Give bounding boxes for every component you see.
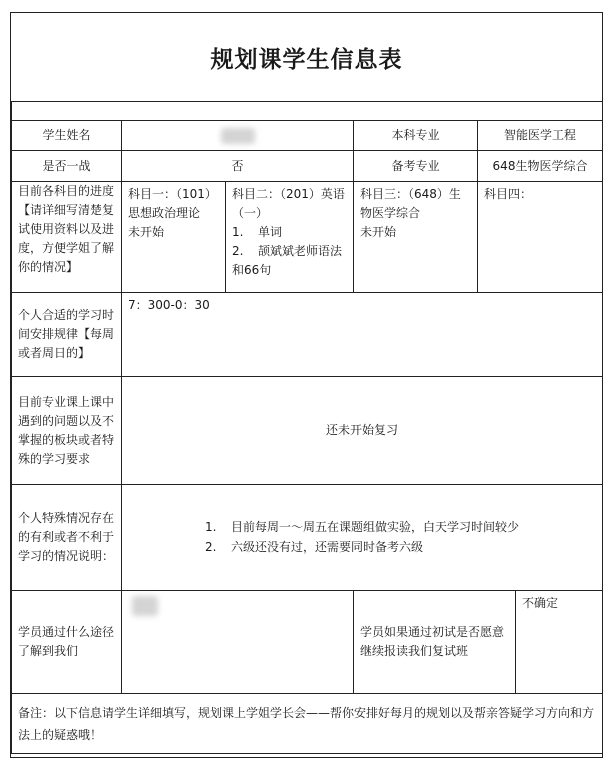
footer-note: 备注：以下信息请学生详细填写，规划课上学姐学长会——帮你安排好每月的规划以及帮亲答疑学习方向和方法上的疑惑哦！: [12, 694, 603, 754]
special-item-2: [205, 538, 519, 557]
info-form-page: [10, 12, 603, 758]
subject-1-cell: [122, 182, 226, 293]
special-item-2-no: 2.: [204, 540, 217, 554]
subject-3-head: 科目三：（648）生物医学综合: [360, 187, 461, 220]
subject-1-head: 科目一：（101）思想政治理论: [128, 187, 217, 220]
row-footer: [12, 694, 603, 754]
label-exam-major: 备考专业: [354, 151, 478, 182]
label-continue: 学员如果通过初试是否愿意继续报读我们复试班: [354, 591, 516, 694]
label-special: 个人特殊情况存在的有利或者不利于学习的情况说明：: [12, 485, 122, 591]
subject-4-head: 科目四：: [484, 187, 533, 201]
form-title: 规划课学生信息表: [210, 45, 403, 73]
subject-2-item-1-text: 单词: [258, 225, 283, 239]
label-first-attempt: 是否一战: [12, 151, 122, 182]
label-problems: 目前专业课上课中遇到的问题以及不掌握的板块或者特殊的学习要求: [12, 377, 122, 485]
redacted-channel: [132, 596, 158, 616]
value-channel: [122, 591, 354, 694]
subject-2-item-2: [232, 242, 347, 280]
subject-3-status: 未开始: [360, 225, 397, 239]
value-continue: 不确定: [516, 591, 603, 694]
row-special: [12, 485, 603, 591]
subject-4-cell: [478, 182, 603, 293]
special-item-1-text: 目前每周一～周五在课题组做实验，白天学习时间较少: [230, 520, 519, 534]
row-channel: [12, 591, 603, 694]
special-item-1: [205, 518, 519, 537]
row-name: [12, 121, 603, 151]
value-special: [122, 485, 603, 591]
subject-3-cell: [354, 182, 478, 293]
value-student-name: [122, 121, 354, 151]
value-major: 智能医学工程: [478, 121, 603, 151]
special-list: [205, 517, 519, 558]
label-progress: 目前各科目的进度【请详细写清楚复试使用资料以及进度，方便学姐了解你的情况】: [12, 182, 122, 293]
special-item-1-no: 1.: [204, 520, 217, 534]
subject-2-head: 科目二：（201）英语（一）: [232, 187, 345, 220]
subject-2-cell: [226, 182, 354, 293]
spacer-cell: [12, 102, 603, 121]
subject-2-item-1: [232, 223, 347, 242]
student-info-table: [11, 101, 603, 754]
value-first-attempt: 否: [122, 151, 354, 182]
spacer-row: [12, 102, 603, 121]
value-schedule: 7：300-0：30: [122, 293, 603, 377]
subject-2-item-2-no: 2.: [232, 244, 244, 258]
subject-2-item-2-text: 颉斌斌老师语法和66句: [232, 244, 343, 277]
special-item-2-text: 六级还没有过，还需要同时备考六级: [230, 540, 423, 554]
row-problems: [12, 377, 603, 485]
label-channel: 学员通过什么途径了解到我们: [12, 591, 122, 694]
label-student-name: 学生姓名: [12, 121, 122, 151]
redacted-name: [221, 128, 255, 144]
subject-1-status: 未开始: [128, 225, 165, 239]
row-first-attempt: [12, 151, 603, 182]
value-problems: 还未开始复习: [122, 377, 603, 485]
row-progress: [12, 182, 603, 293]
label-schedule: 个人合适的学习时间安排规律【每周或者周日的】: [12, 293, 122, 377]
label-major: 本科专业: [354, 121, 478, 151]
row-schedule: [12, 293, 603, 377]
value-exam-major: 648生物医学综合: [478, 151, 603, 182]
subject-2-item-1-no: 1.: [232, 225, 244, 239]
